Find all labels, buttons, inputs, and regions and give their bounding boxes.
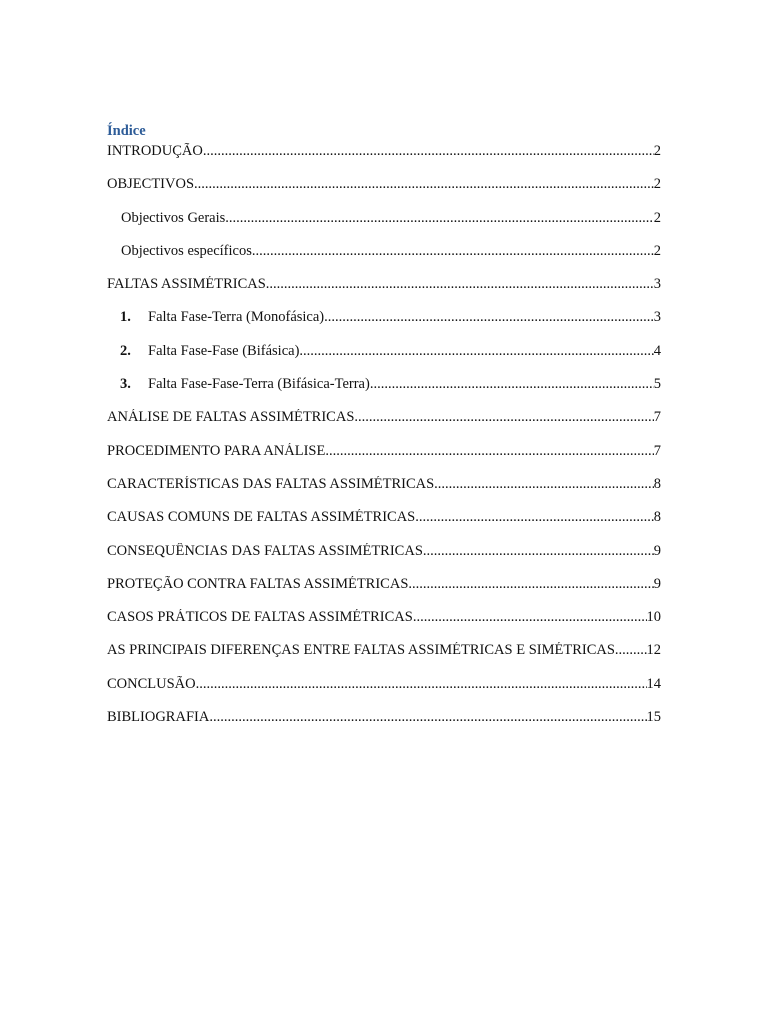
- toc-page-number: 7: [653, 442, 661, 459]
- toc-entry-label: CAUSAS COMUNS DE FALTAS ASSIMÉTRICAS: [107, 509, 416, 526]
- toc-dot-leader: [408, 576, 653, 593]
- toc-page-number: 2: [653, 209, 661, 226]
- toc-entry-label: BIBLIOGRAFIA: [107, 709, 210, 726]
- toc-entry-causas[interactable]: [107, 509, 661, 542]
- toc-entry-label: CONCLUSÃO: [107, 675, 196, 692]
- toc-entry-number: 3.: [120, 376, 131, 393]
- toc-entry-casos-praticos[interactable]: [107, 609, 661, 642]
- toc-dot-leader: [325, 443, 653, 460]
- toc-dot-leader: [615, 642, 647, 659]
- toc-entry-label: PROCEDIMENTO PARA ANÁLISE: [107, 442, 326, 459]
- toc-entry-label: AS PRINCIPAIS DIFERENÇAS ENTRE FALTAS ASSIMÉTRICAS E SIMÉTRICAS: [107, 642, 615, 659]
- toc-page-number: 15: [646, 709, 661, 726]
- toc-page-number: 3: [653, 276, 661, 293]
- toc-entry-label: CONSEQUÊNCIAS DAS FALTAS ASSIMÉTRICAS: [107, 542, 423, 559]
- toc-page-number: 2: [653, 242, 661, 259]
- toc-page-number: 4: [653, 342, 661, 359]
- toc-entry-protecao[interactable]: [107, 576, 661, 609]
- toc-dot-leader: [209, 709, 646, 726]
- table-of-contents: [107, 121, 661, 742]
- toc-page-number: 12: [646, 642, 661, 659]
- toc-dot-leader: [203, 143, 654, 160]
- toc-entry-bibliografia[interactable]: [107, 709, 661, 742]
- toc-entry-analise[interactable]: [107, 409, 661, 442]
- toc-entry-objectivos[interactable]: [107, 176, 661, 209]
- toc-dot-leader: [196, 676, 647, 693]
- toc-entry-procedimento[interactable]: [107, 443, 661, 476]
- toc-dot-leader: [299, 343, 653, 360]
- toc-entry-label: INTRODUÇÃO: [107, 143, 203, 159]
- toc-entry-label: FALTAS ASSIMÉTRICAS: [107, 276, 266, 293]
- toc-entry-label: Falta Fase-Fase-Terra (Bifásica-Terra): [148, 376, 370, 393]
- toc-page-number: 5: [653, 376, 661, 393]
- toc-dot-leader: [413, 609, 647, 626]
- toc-page-number: 9: [653, 575, 661, 592]
- toc-entry-number: 2.: [120, 342, 131, 359]
- toc-page-number: 14: [646, 675, 661, 692]
- toc-entry-conclusao[interactable]: [107, 676, 661, 709]
- toc-entry-falta-fase-fase-terra[interactable]: [107, 376, 661, 409]
- toc-entry-objectivos-especificos[interactable]: [107, 243, 661, 276]
- toc-page-number: 9: [653, 542, 661, 559]
- toc-dot-leader: [354, 409, 653, 426]
- toc-entry-label: Falta Fase-Fase (Bifásica): [148, 342, 300, 359]
- toc-dot-leader: [415, 509, 654, 526]
- toc-page-number: 2: [653, 143, 661, 159]
- toc-entry-label: Falta Fase-Terra (Monofásica): [148, 309, 325, 326]
- toc-dot-leader: [194, 176, 654, 193]
- toc-entry-objectivos-gerais[interactable]: [107, 210, 661, 243]
- toc-entry-consequencias[interactable]: [107, 543, 661, 576]
- toc-title: Índice: [107, 123, 146, 139]
- toc-entry-falta-fase-fase[interactable]: [107, 343, 661, 376]
- toc-entry-label: Objectivos Gerais: [121, 209, 226, 226]
- toc-dot-leader: [252, 243, 654, 260]
- toc-entry-faltas-assimetricas[interactable]: [107, 276, 661, 309]
- toc-entry-number: 1.: [120, 309, 131, 326]
- toc-page-number: 8: [653, 475, 661, 492]
- toc-dot-leader: [423, 543, 654, 560]
- toc-dot-leader: [370, 376, 654, 393]
- toc-page-number: 7: [653, 409, 661, 426]
- toc-entry-label: CASOS PRÁTICOS DE FALTAS ASSIMÉTRICAS: [107, 609, 413, 626]
- toc-entry-label: Objectivos específicos: [121, 242, 252, 259]
- toc-entry-caracteristicas[interactable]: [107, 476, 661, 509]
- toc-page-number: 8: [653, 509, 661, 526]
- toc-page-number: 3: [653, 309, 661, 326]
- toc-dot-leader: [225, 210, 653, 227]
- toc-entry-introducao[interactable]: [107, 143, 661, 161]
- toc-entry-label: CARACTERÍSTICAS DAS FALTAS ASSIMÉTRICAS: [107, 475, 435, 492]
- toc-entry-falta-fase-terra[interactable]: [107, 309, 661, 342]
- toc-entry-principais-diferencas[interactable]: [107, 642, 661, 675]
- toc-dot-leader: [434, 476, 654, 493]
- toc-dot-leader: [324, 309, 654, 326]
- toc-page-number: 10: [646, 609, 661, 626]
- toc-page-number: 2: [653, 176, 661, 193]
- toc-entry-label: OBJECTIVOS: [107, 176, 195, 193]
- toc-entry-label: PROTEÇÃO CONTRA FALTAS ASSIMÉTRICAS: [107, 575, 409, 592]
- toc-dot-leader: [266, 276, 654, 293]
- toc-entry-label: ANÁLISE DE FALTAS ASSIMÉTRICAS: [107, 409, 355, 426]
